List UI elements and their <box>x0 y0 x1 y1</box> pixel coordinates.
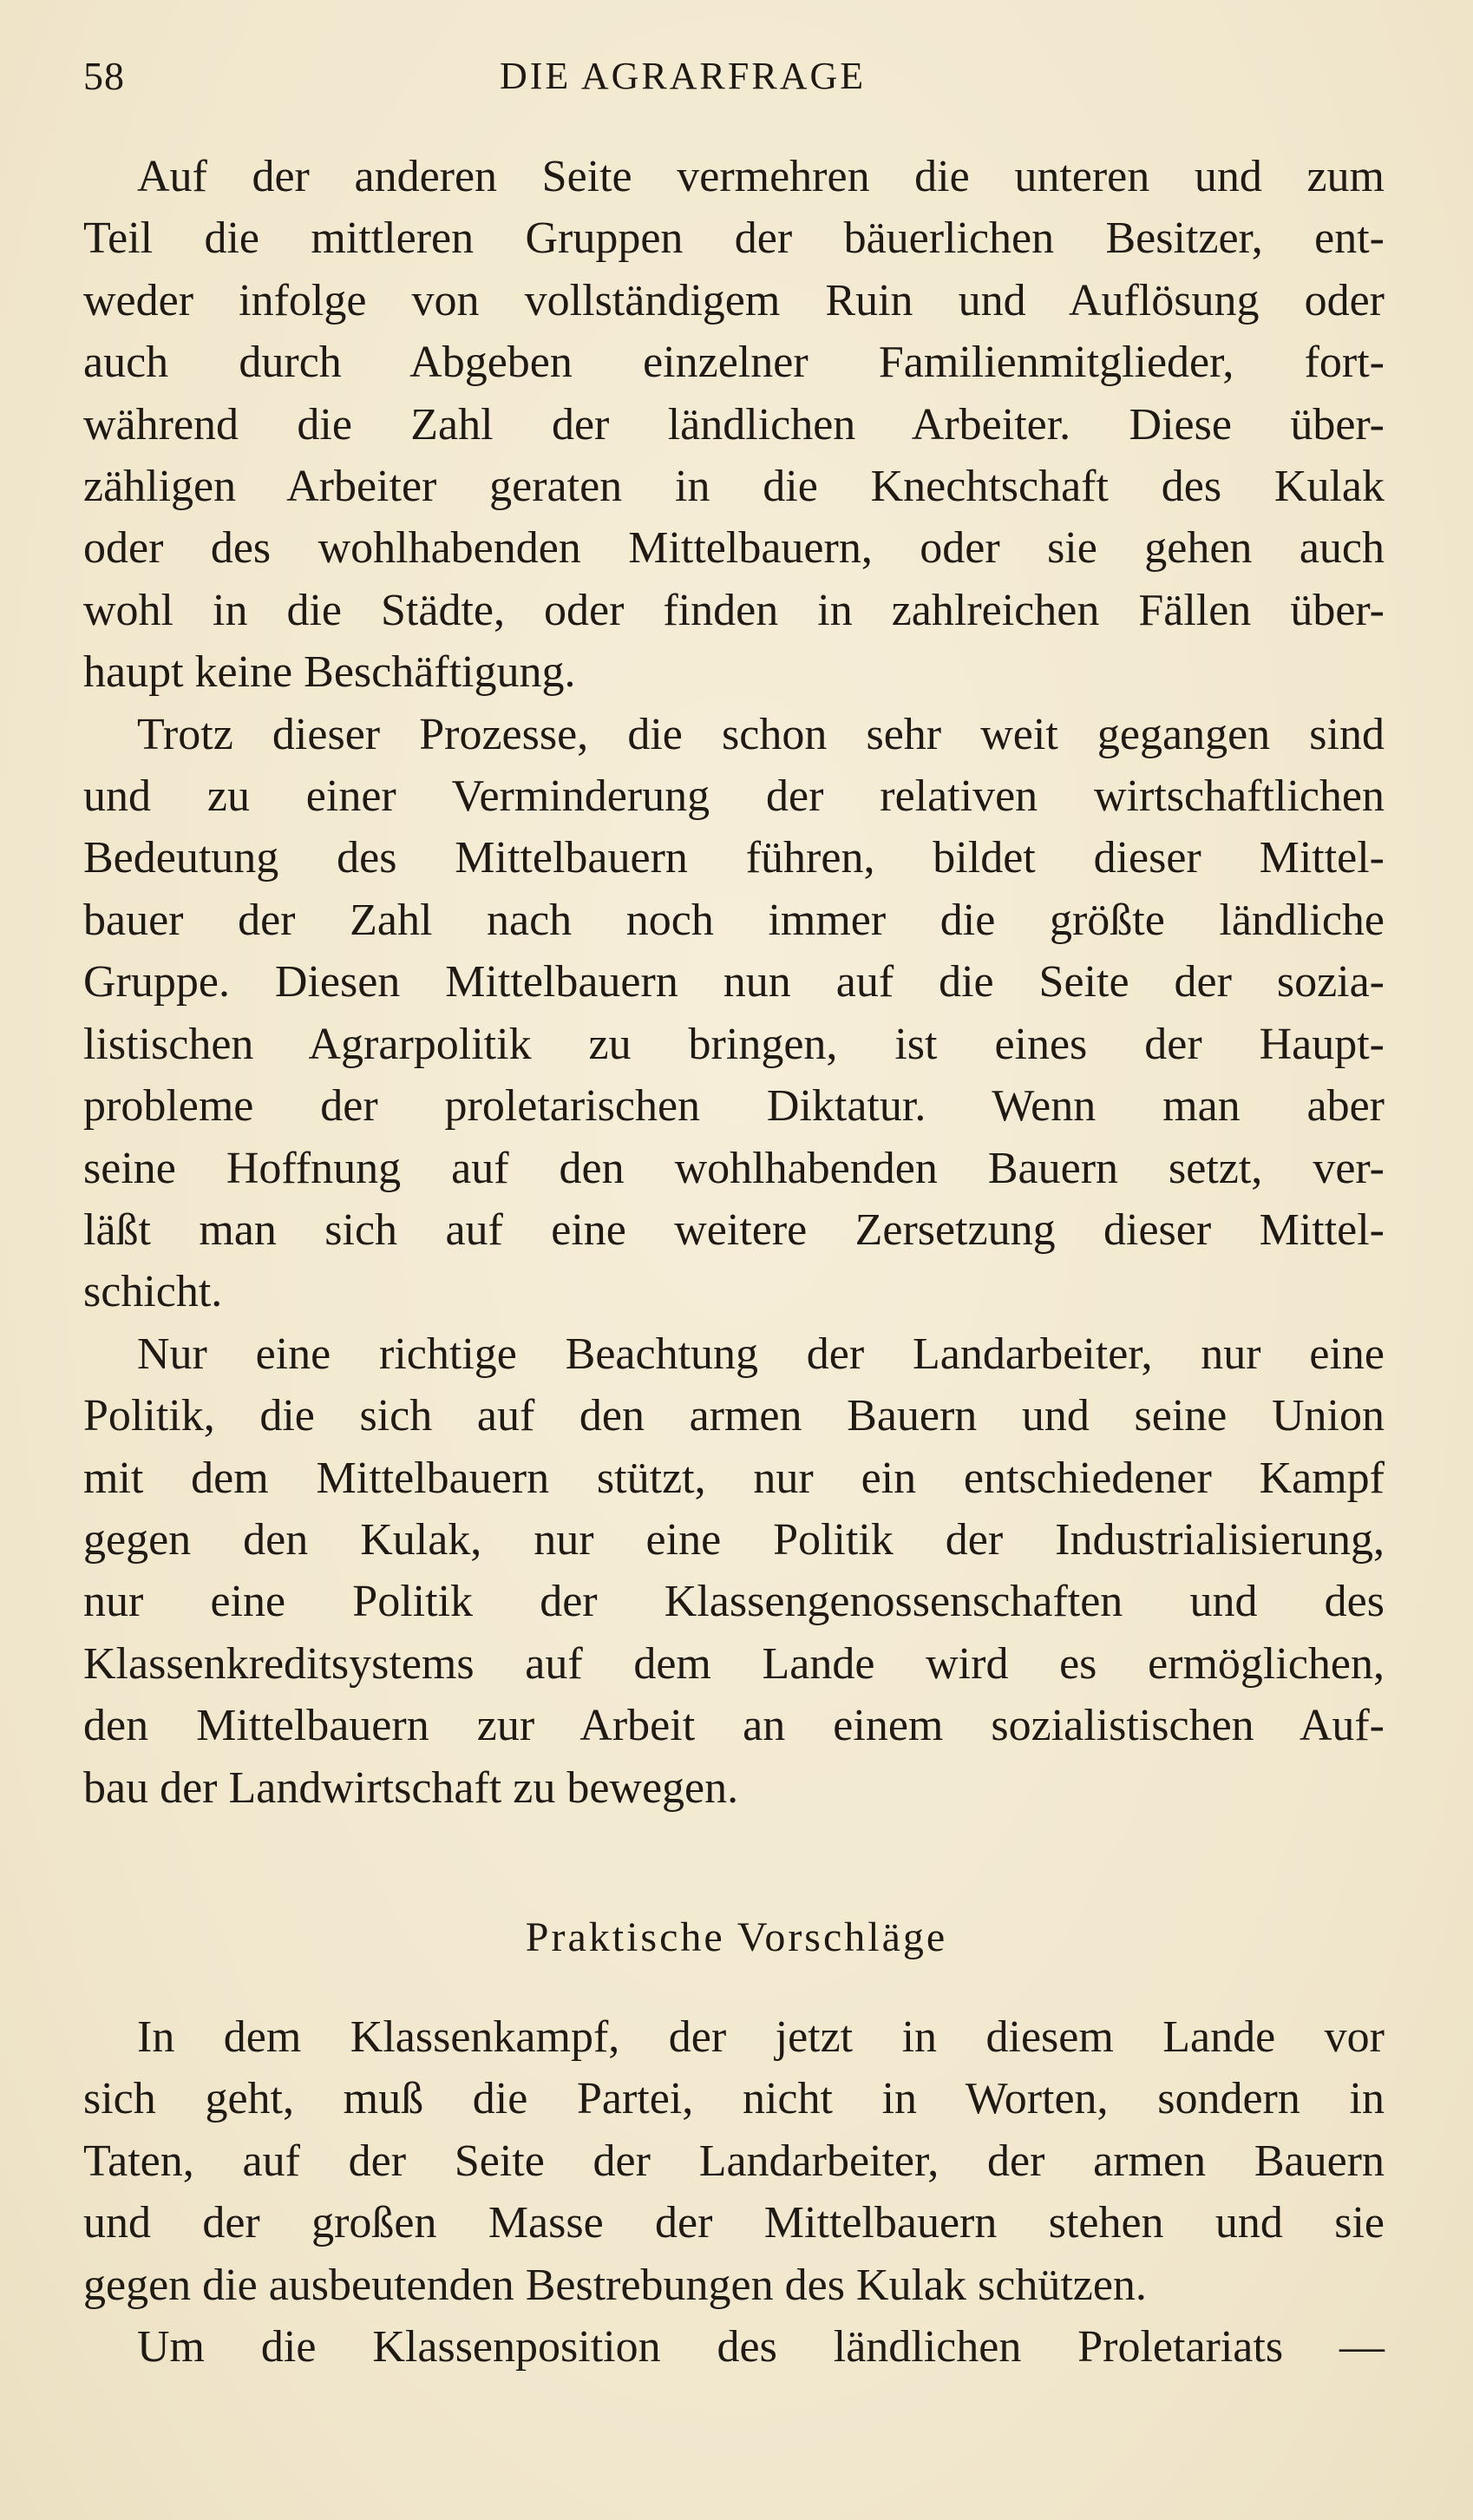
paragraph-2 <box>83 704 1385 1323</box>
text-line: oder des wohlhabenden Mittelbauern, oder sie gehen auch <box>83 523 1385 574</box>
paragraph-3 <box>83 1323 1385 1819</box>
text-line: auch durch Abgeben einzelner Familienmitglieder, fort- <box>83 338 1385 388</box>
text-line: und zu einer Verminderung der relativen wirtschaftlichen <box>83 771 1385 822</box>
text-line: wohl in die Städte, oder finden in zahlreichen Fällen über- <box>83 585 1385 635</box>
text-line: Auf der anderen Seite vermehren die unteren und zum <box>137 152 1385 201</box>
text-line: den Mittelbauern zur Arbeit an einem sozialistischen Auf- <box>83 1701 1385 1751</box>
text-line: zähligen Arbeiter geraten in die Knechtschaft des Kulak <box>83 462 1385 512</box>
text-line: während die Zahl der ländlichen Arbeiter. Diese über- <box>83 399 1385 450</box>
text-line: gegen den Kulak, nur eine Politik der Industrialisierung, <box>83 1514 1385 1565</box>
text-line: Taten, auf der Seite der Landarbeiter, der armen Bauern <box>83 2136 1385 2186</box>
text-line: Nur eine richtige Beachtung der Landarbeiter, nur eine <box>137 1329 1385 1379</box>
running-title: DIE AGRARFRAGE <box>500 55 867 97</box>
text-line: bauer der Zahl nach noch immer die größte ländliche <box>83 895 1385 945</box>
text-line: Klassenkreditsystems auf dem Lande wird es ermöglichen, <box>83 1638 1385 1689</box>
text-line: sich geht, muß die Partei, nicht in Worten, sondern in <box>83 2074 1385 2124</box>
body-text <box>83 146 1385 1819</box>
text-line: seine Hoffnung auf den wohlhabenden Bauern setzt, ver- <box>83 1143 1385 1193</box>
text-line: Gruppe. Diesen Mittelbauern nun auf die Seite der sozia- <box>83 957 1385 1007</box>
paragraph-1 <box>83 146 1385 704</box>
text-line: und der großen Masse der Mittelbauern stehen und sie <box>83 2198 1385 2248</box>
text-line: In dem Klassenkampf, der jetzt in diesem Lande vor <box>137 2012 1385 2062</box>
text-line: probleme der proletarischen Diktatur. Wenn man aber <box>83 1081 1385 1132</box>
text-line: mit dem Mittelbauern stützt, nur ein entschiedener Kampf <box>83 1453 1385 1503</box>
text-line: Teil die mittleren Gruppen der bäuerlichen Besitzer, ent- <box>83 213 1385 264</box>
text-line: nur eine Politik der Klassengenossenschaften und des <box>83 1577 1385 1627</box>
text-line: listischen Agrarpolitik zu bringen, ist eines der Haupt- <box>83 1019 1385 1069</box>
paragraph-4 <box>83 2006 1385 2316</box>
running-header <box>83 50 1402 102</box>
text-line: Um die Klassenposition des ländlichen Proletariats — <box>137 2322 1385 2372</box>
text-line: Trotz dieser Prozesse, die schon sehr weit gegangen sind <box>137 709 1385 759</box>
paragraph-5 <box>83 2316 1385 2378</box>
text-line: gegen die ausbeutenden Bestrebungen des Kulak schützen. <box>83 2260 1147 2310</box>
text-line: läßt man sich auf eine weitere Zersetzung dieser Mittel- <box>83 1204 1385 1255</box>
text-line: Politik, die sich auf den armen Bauern und seine Union <box>83 1391 1385 1441</box>
text-line: weder infolge von vollständigem Ruin und Auflösung oder <box>83 275 1385 325</box>
text-line: Bedeutung des Mittelbauern führen, bildet dieser Mittel- <box>83 833 1385 883</box>
section-body <box>83 2006 1385 2378</box>
text-line: bau der Landwirtschaft zu bewegen. <box>83 1762 739 1813</box>
text-line: haupt keine Beschäftigung. <box>83 647 576 698</box>
text-line: schicht. <box>83 1267 223 1317</box>
page-number: 58 <box>83 54 125 98</box>
section-heading: Praktische Vorschläge <box>525 1914 948 1960</box>
